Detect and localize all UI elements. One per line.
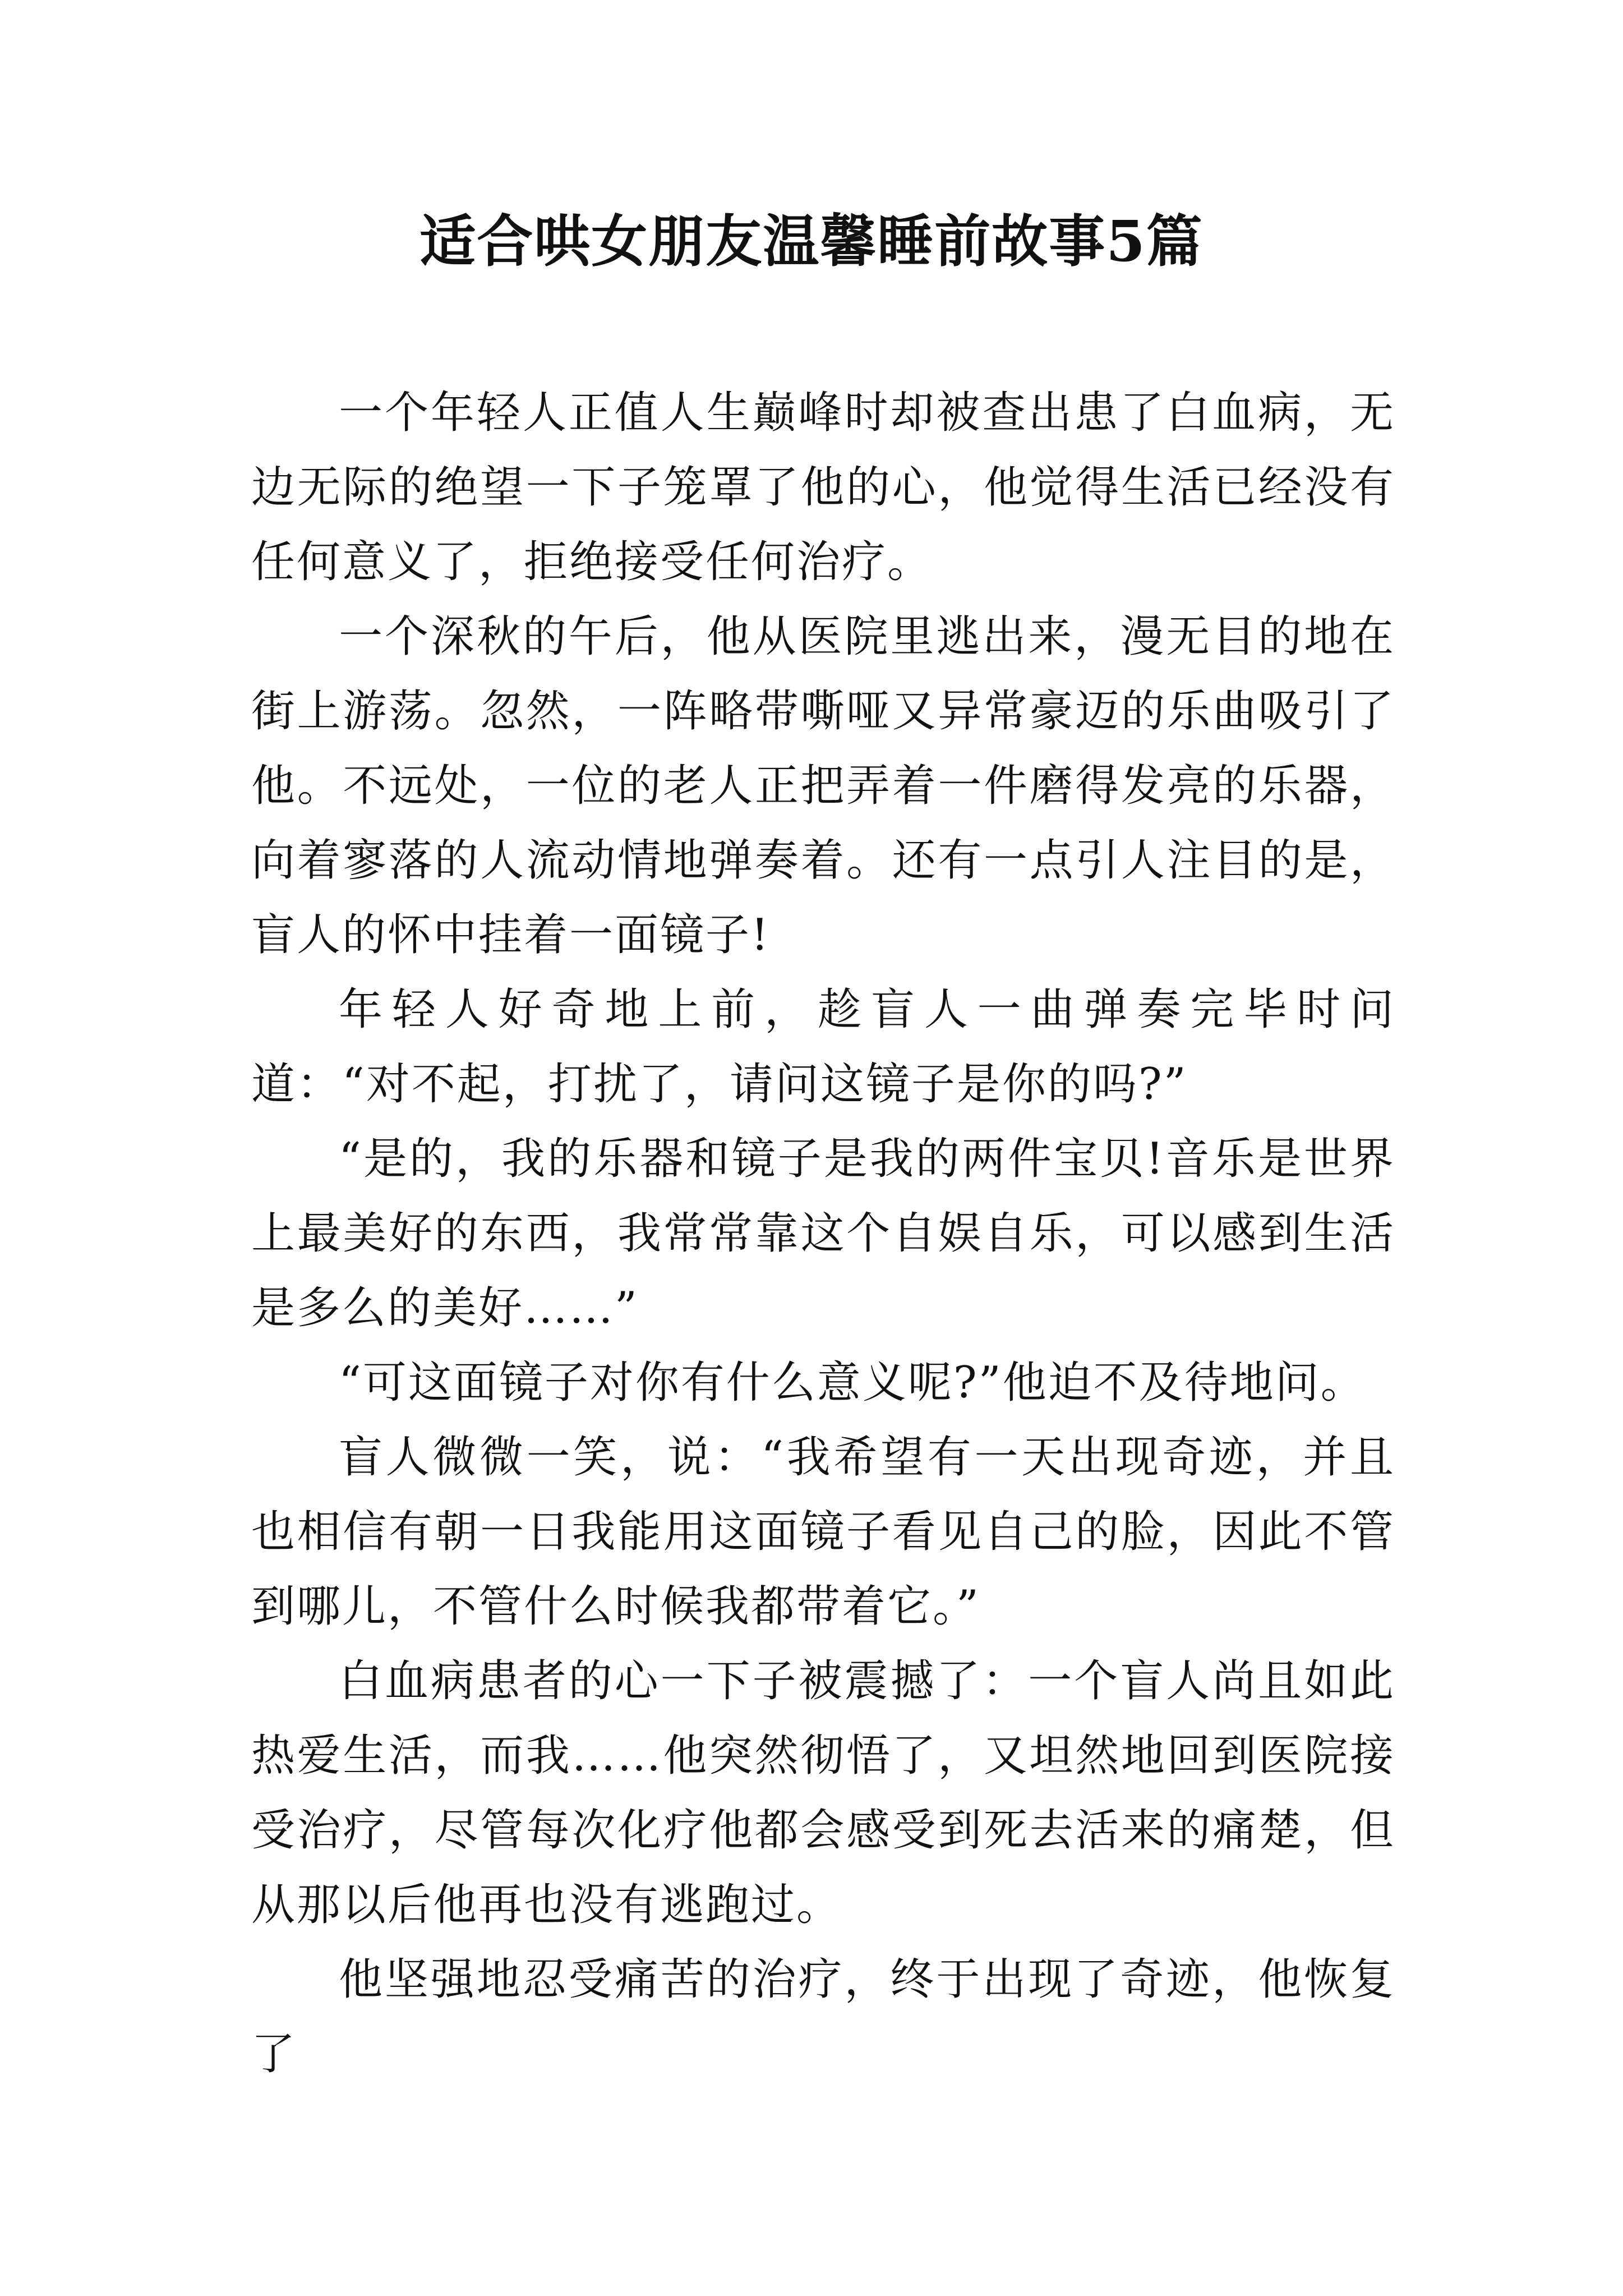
document-body xyxy=(251,376,1395,2092)
paragraph: 年轻人好奇地上前，趁盲人一曲弹奏完毕时问道：“对不起，打扰了，请问这镜子是你的吗?” xyxy=(251,984,1395,1110)
paragraph: 他坚强地忍受痛苦的治疗，终于出现了奇迹，他恢复了 xyxy=(251,1954,1395,2079)
paragraph: “可这面镜子对你有什么意义呢?”他迫不及待地问。 xyxy=(339,1358,1366,1408)
paragraph: 一个深秋的午后，他从医院里逃出来，漫无目的地在街上游荡。忽然，一阵略带嘶哑又异常豪迈的乐曲吸引了他。不远处，一位的老人正把弄着一件磨得发亮的乐器，向着寥落的人流动情地弹奏着。还有一点引人注目的是，盲人的怀中挂着一面镜子! xyxy=(251,611,1395,960)
paragraph: 白血病患者的心一下子被震撼了：一个盲人尚且如此热爱生活，而我……他突然彻悟了，又坦然地回到医院接受治疗，尽管每次化疗他都会感受到死去活来的痛楚，但从那以后他再也没有逃跑过。 xyxy=(251,1656,1395,1930)
document-title: 适合哄女朋友温馨睡前故事5篇 xyxy=(419,208,1204,274)
paragraph: 一个年轻人正值人生巅峰时却被查出患了白血病，无边无际的绝望一下子笼罩了他的心，他觉得生活已经没有任何意义了，拒绝接受任何治疗。 xyxy=(251,388,1395,587)
paragraph: 盲人微微一笑，说：“我希望有一天出现奇迹，并且也相信有朝一日我能用这面镜子看见自己的脸，因此不管到哪儿，不管什么时候我都带着它。” xyxy=(251,1432,1395,1632)
paragraph: “是的，我的乐器和镜子是我的两件宝贝!音乐是世界上最美好的东西，我常常靠这个自娱自乐，可以感到生活是多么的美好……” xyxy=(251,1134,1395,1333)
